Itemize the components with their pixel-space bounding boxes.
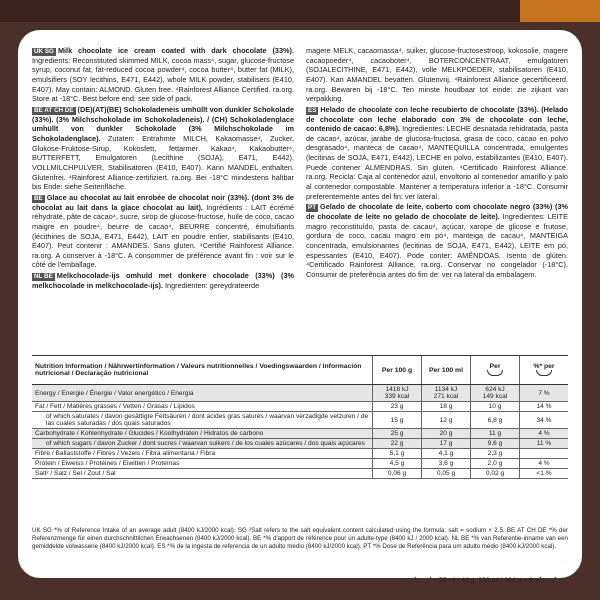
nutrient-value: 4,1 g xyxy=(422,449,471,459)
nutrient-label: of which saturates / davon gesättigte Fettsäuren / dont acides gras saturés / waarvan verzadigde vetzuren / de las cuales saturadas / dos quais saturados xyxy=(32,412,373,429)
nutrient-value: <1 % xyxy=(520,469,569,479)
ingredient-text: Helado de chocolate con leche recubierto de chocolate (33%). (Helado de chocolate con leche elaborado con 3% de chocolate con leche, contenido de cacao: 6,8%). xyxy=(306,104,568,134)
nutrition-row xyxy=(32,385,568,402)
nutrition-row xyxy=(32,412,568,429)
nutrient-label: Protein / Eiweiss / Protéines / Eiwitten / Proteínas xyxy=(32,459,373,469)
ingredient-text: ⁴ xyxy=(230,65,234,75)
country-tag: PT xyxy=(308,204,317,212)
ingredient-text: Ingredientes: LECHE desnatada rehidratada, pasta de cacao⁴, azúcar, jarabe de glucosa-fructosa, grasa de coco, cacao en polvo desgrasado⁴, manteca de cacao⁴, MANTEQUILLA concentrada, emulgentes (lecitinas de SOJA, E471, E442), LECHE en polvo, estabilizantes (E410, E407). Puede contener ALMENDRAS. Sin gluten. ⁴Certificado Rainforest Alliance. ra.org. Recicla: Caja al contenedor azul, envoltorio al contenedor amarillo y palo al contenedor compostable. Mantener a temperatura inferior a -18°C. Consumir preferentemente antes del fin: ver lateral. xyxy=(306,124,568,201)
ingredient-text: Glace au chocolat au lait enrobée de chocolat noir (33%). (dont 3% de chocolat au lait dans la glace chocolat au lait). xyxy=(32,192,294,212)
ingredient-paragraph xyxy=(306,46,568,104)
ingredients-columns xyxy=(32,46,568,361)
nutrient-value: 4,5 g xyxy=(373,459,422,469)
nutrient-value: 2,3 g xyxy=(471,449,520,459)
nutrient-value: 5,1 g xyxy=(373,449,422,459)
nutrition-header-per100g: Per 100 g xyxy=(373,356,422,385)
nutrition-row xyxy=(32,429,568,439)
ingredient-paragraph xyxy=(32,193,294,270)
nutrition-row xyxy=(32,439,568,449)
ingredient-text: Zutaten: Entrahmte MILCH, Kakaomasse⁴, Zucker, Glukose-Fruktose-Sirup, Kokosfett, fettarmer Kakao⁴, Kakaobutter⁴, BUTTERFETT, Emulgatoren (Lecithine (SOJA), E471, E442), VOLLMILCHPULVER, Stabilisatoren (E410, E407). Kann MANDEL enthalten. Glutenfrei. ⁴Rainforest Alliance-zertifiziert. ra.org. Bei -18°C mindestens haltbar bis Ende: siehe Seitenfläche. xyxy=(32,134,294,192)
country-tag: NL BE xyxy=(34,273,53,281)
top-strip xyxy=(0,0,600,22)
nutrition-row xyxy=(32,459,568,469)
nutrition-header-label: Nutrition Information / Nährwertinformation / Valeurs nutritionnelles / Voedingswaarden / Información nutricional / Declaração nutricional xyxy=(32,356,373,385)
scoop-icon xyxy=(487,370,503,376)
ri-label: %* per xyxy=(533,363,555,370)
serving-text: = 55 ml / 44 g, 330 ml / 264 g = 6 x xyxy=(433,577,539,584)
nutrition-header-per100ml: Per 100 ml xyxy=(422,356,471,385)
country-tag: BE AT CH DE xyxy=(34,106,74,114)
ingredient-text: , cocoa butter xyxy=(184,65,231,75)
nutrient-value: 9,6 g xyxy=(471,439,520,449)
ingredients-column-left xyxy=(32,46,294,361)
ingredient-text: , sugar, glucose-fructose syrup, coconut fat, fat-reduced cocoa powder xyxy=(32,55,294,75)
ingredient-text: ⁴Rainforest Alliance Certified. ra.org. Store at -18°C. Best before end: see side of pack. xyxy=(32,84,294,104)
nutrient-value: 11 g xyxy=(471,429,520,439)
nutrient-value: 25 g xyxy=(373,429,422,439)
serving-note xyxy=(415,577,556,584)
nutrient-value: 1134 kJ 271 kcal xyxy=(422,385,471,402)
ingredient-text: Milk chocolate ice cream coated with dark chocolate (33%). xyxy=(57,46,294,55)
ingredient-text: (DE)(AT)(BE) Schokoladeneis umhüllt von dunkler Schokolade (33%). (3% Milchschokolade im Schokoladeneis). / (CH) Schokoladenglace umhüllt von dunkler Schokolade (3% Milchschokolade im Schokoladenglace). xyxy=(32,104,294,144)
nutrient-value: 23 g xyxy=(373,402,422,412)
ingredient-text: Ingredients: Reconstituted skimmed MILK, cocoa mass xyxy=(32,55,211,65)
nutrient-label: Energy / Energie / Énergie / Valor energético / Energia xyxy=(32,385,373,402)
nutrient-value: 0,06 g xyxy=(373,469,422,479)
nutrient-value: 15 g xyxy=(373,412,422,429)
ingredient-text: Ingredientes: LEITE magro reconstituído, pasta de cacau⁴, açúcar, xarope de glicose e frutose, gordura de coco, cacau magro em pó⁴, manteiga de cacau⁴, MANTEIGA concentrada, emulsionantes (lecitinas de SOJA, E471, E442), LEITE em pó, espessantes (E410, E407). Pode conter: AMÊNDOAS. Isento de glúten. ⁴Certificado Rainforest Alliance. ra.org. Conservar no congelador (-18°C). Consumir de preferência antes do fim de: ver na lateral da embalagem. xyxy=(306,212,568,279)
ingredient-text: , butter fat (MILK), emulsifiers (SOY lecithins, E471, E442), whole MILK powder, stabilisers (E410, E407). May contain: ALMOND. Gluten free. xyxy=(32,65,294,94)
ingredient-text: Gelado de chocolate de leite, coberto com chocolate negro (33%) (3% de chocolate de leite no gelado de chocolate de leite). xyxy=(306,202,568,222)
nutrition-header-per-serving xyxy=(471,356,520,385)
nutrition-row xyxy=(32,402,568,412)
country-tag: UK SG xyxy=(34,48,54,55)
scoop-icon xyxy=(536,370,552,376)
nutrient-value: 1418 kJ 339 kcal xyxy=(373,385,422,402)
nutrient-value: 11 % xyxy=(520,439,569,449)
nutrient-label: Salt² / Salz / Sel / Zout / Sal xyxy=(32,469,373,479)
nutrition-table xyxy=(32,355,568,479)
nutrient-value: 20 g xyxy=(422,429,471,439)
ingredient-text: Ingrediënten: gereydrateerde xyxy=(162,280,260,290)
nutrient-value: 0,02 g xyxy=(471,469,520,479)
nutrition-row xyxy=(32,469,568,479)
nutrition-header-row xyxy=(32,356,568,385)
nutrient-value: 17 g xyxy=(422,439,471,449)
ingredient-paragraph xyxy=(306,105,568,201)
nutrient-value: 14 % xyxy=(520,402,569,412)
nutrient-label: Carbohydrate / Kohlenhydrate / Glucides / Koolhydraten / Hidratos de carbono xyxy=(32,429,373,439)
nutrient-value: 7 % xyxy=(520,385,569,402)
ingredient-text: Melkchocolade-ijs omhuld met donkere chocolade (33%) (3% melkchocolade in melkchocolade-ijs). xyxy=(32,271,294,290)
ingredient-paragraph xyxy=(32,105,294,192)
nutrition-header-ri xyxy=(520,356,569,385)
scoop-icon xyxy=(540,577,556,583)
nutrient-label: Fat / Fett / Matières grasses / Vetten / Grasas / Lípidos xyxy=(32,402,373,412)
nutrient-value: 10 g xyxy=(471,402,520,412)
ingredient-paragraph xyxy=(32,46,294,104)
nutrient-value: 2,0 g xyxy=(471,459,520,469)
nutrient-value: 18 g xyxy=(422,402,471,412)
nutrient-value: 624 kJ 149 kcal xyxy=(471,385,520,402)
orange-accent xyxy=(520,0,600,22)
scoop-icon xyxy=(415,577,431,583)
nutrition-body xyxy=(32,385,568,479)
nutrient-value: 22 g xyxy=(373,439,422,449)
nutrient-value xyxy=(520,449,569,459)
ingredients-column-right xyxy=(306,46,568,361)
ingredient-text: ⁴ xyxy=(210,55,215,65)
nutrient-value: 34 % xyxy=(520,412,569,429)
nutrient-value: 3,6 g xyxy=(422,459,471,469)
label-panel xyxy=(18,30,582,584)
ingredient-text: ⁴ xyxy=(181,65,185,75)
nutrient-label: of which sugars / davon Zucker / dont sucres / waarvan suikers / de los cuales azúcares / dos quais açúcares xyxy=(32,439,373,449)
ingredient-paragraph xyxy=(306,202,568,279)
nutrient-label: Fibre / Ballaststoffe / Fibres / Vezels / Fibra alimentaria / Fibra xyxy=(32,449,373,459)
ingredient-text: Ingrédients : LAIT écrémé réhydraté, pâte de cacao⁴, sucre, sirop de glucose-fructose, huile de coco, cacao maigre en poudre⁴, beurre de cacao⁴, BEURRE concentré, émulsifiants (lécithines de SOJA, E471, E442), LAIT en poudre entier, stabilisants (E410, E407). Peut contenir : AMANDES. Sans gluten. ⁴Certifié Rainforest Alliance. ra.org. A conserver à -18°C. A consommer de préférence avant fin : voir sur le côté de l'emballage. xyxy=(32,202,294,270)
ingredient-text: magere MELK, cacaomassa⁴, suiker, glucose-fructosestroop, kokosolie, magere cacaopoeder⁴, cacaoboter⁴, BOTERCONCENTRAAT, emulgatoren (SOJALECITHINE, E471, E442), volle MELKPOEDER, stabilisatoren (E410, E407). Kan AMANDEL bevatten. Glutenvrij. ⁴Rainforest Alliance gecertificeerd. ra.org. Bewaren bij -18°C. Ten minste houdbaar tot einde: zie zijkant van verpakking. xyxy=(306,46,568,104)
nutrient-value: 6,8 g xyxy=(471,412,520,429)
footnote: UK SG *% of Reference Intake of an average adult (8400 kJ/2000 kcal). SG ²Salt refers to the salt equivalent content calculated using the formula: salt = sodium × 2.5. BE AT CH DE *% der Referenzmenge für einen durchschnittlichen Erwachsenen (8400 kJ/2000 kcal). BE *% d'apport de référence pour un adulte-type (8400 kJ / 2000 kcal). NL BE *% van Referentie-inname van een gemiddelde volwassene (8400 kJ/2000 kcal). ES *% de la ingesta de referencia de un adulto medio (8400 kJ/2000 kcal). PT *% Dose de Referência para um adulto médio (8400 kJ/2000 kcal). xyxy=(32,527,568,551)
country-tag: BE xyxy=(34,194,43,202)
nutrient-value: 4 % xyxy=(520,459,569,469)
country-tag: ES xyxy=(308,106,317,114)
nutrient-value: 4 % xyxy=(520,429,569,439)
nutrition-row xyxy=(32,449,568,459)
nutrient-value: 12 g xyxy=(422,412,471,429)
nutrient-value: 0,05 g xyxy=(422,469,471,479)
per-serving-label: Per xyxy=(489,363,501,370)
ingredient-paragraph xyxy=(32,271,294,290)
